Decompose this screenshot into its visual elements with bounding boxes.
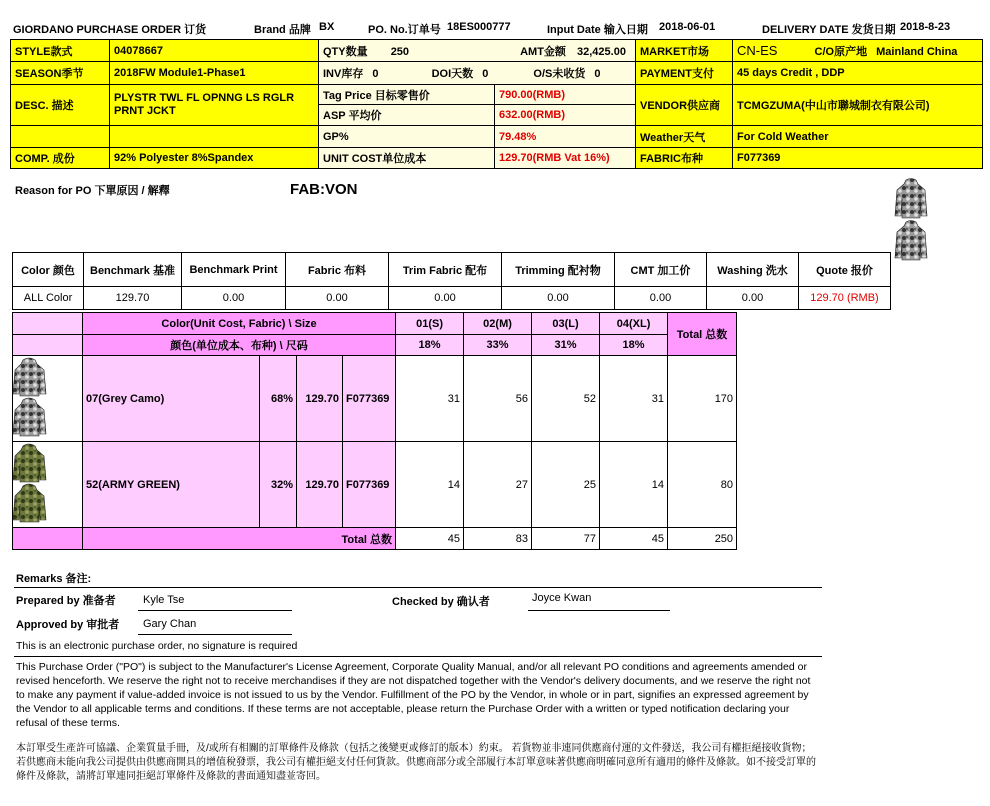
po-label: PO. No.订单号 xyxy=(368,24,441,36)
prepared-label: Prepared by 准备者 xyxy=(16,595,116,607)
totals-label: Total 总数 xyxy=(83,528,396,550)
cost-value: 0.00 xyxy=(707,287,799,310)
weather-label: Weather天气 xyxy=(636,126,733,148)
payment-label: PAYMENT支付 xyxy=(636,62,733,85)
stock-cell xyxy=(319,62,636,85)
qty-cell: 14 xyxy=(396,442,464,528)
totals-row xyxy=(13,528,737,550)
po-number: 18ES000777 xyxy=(447,21,511,33)
jacket-icon xyxy=(894,220,928,262)
color-image-cell xyxy=(13,442,83,528)
cost-header: Trim Fabric 配布 xyxy=(389,253,502,287)
signature-line xyxy=(138,634,292,635)
signature-line xyxy=(138,610,292,611)
season-label: SEASON季节 xyxy=(11,62,110,85)
size-total: 45 xyxy=(396,528,464,550)
size-total: 77 xyxy=(532,528,600,550)
color-cost: 129.70 xyxy=(297,442,343,528)
inv-value: 0 xyxy=(372,68,379,80)
tag-price-label: Tag Price 目标零售价 xyxy=(319,85,495,105)
image-header-cell xyxy=(13,335,83,356)
cost-header: CMT 加工价 xyxy=(615,253,707,287)
cost-value: 0.00 xyxy=(389,287,502,310)
brand-value: BX xyxy=(319,21,335,33)
unit-cost-value: 129.70(RMB Vat 16%) xyxy=(495,148,636,169)
doi-value: 0 xyxy=(482,68,489,80)
delivery-date-value: 2018-8-23 xyxy=(900,21,951,33)
cost-value: 0.00 xyxy=(502,287,615,310)
signature-line xyxy=(528,610,670,611)
image-header-cell xyxy=(13,313,83,335)
qty-value: 250 xyxy=(390,45,410,58)
size-pct: 18% xyxy=(396,335,464,356)
size-header: 03(L) xyxy=(532,313,600,335)
cost-header: Color 颜色 xyxy=(13,253,84,287)
cost-value: 0.00 xyxy=(286,287,389,310)
style-label: STYLE款式 xyxy=(11,40,110,62)
checked-value: Joyce Kwan xyxy=(532,592,592,604)
grey-camo-jacket-icon xyxy=(13,356,81,438)
size-header: 02(M) xyxy=(464,313,532,335)
cost-value: 0.00 xyxy=(182,287,286,310)
season-value: 2018FW Module1-Phase1 xyxy=(110,62,319,85)
size-pct: 33% xyxy=(464,335,532,356)
market-value: CN-ES xyxy=(737,42,778,58)
checked-label: Checked by 确认者 xyxy=(392,596,490,608)
color-image-cell xyxy=(13,356,83,442)
totals-image-cell xyxy=(13,528,83,550)
color-pct: 68% xyxy=(260,356,297,442)
empty-cell xyxy=(110,126,319,148)
divider xyxy=(14,656,822,657)
color-name: 07(Grey Camo) xyxy=(83,356,260,442)
quote-value: 129.70 (RMB) xyxy=(799,287,891,310)
fabric-value: F077369 xyxy=(733,148,983,169)
cost-header: Fabric 布料 xyxy=(286,253,389,287)
asp-label: ASP 平均价 xyxy=(319,105,495,126)
approved-label: Approved by 审批者 xyxy=(16,619,120,631)
table-row xyxy=(13,356,737,442)
qty-cell: 25 xyxy=(532,442,600,528)
order-info-table xyxy=(10,39,983,169)
divider xyxy=(14,587,822,588)
qty-cell: 52 xyxy=(532,356,600,442)
fab-note: FAB:VON xyxy=(290,181,358,198)
gp-label: GP% xyxy=(319,126,495,148)
army-green-jacket-icon xyxy=(13,442,81,524)
desc-value: PLYSTR TWL FL OPNNG LS RGLR PRNT JCKT xyxy=(110,85,319,126)
electronic-note: This is an electronic purchase order, no signature is required xyxy=(16,640,298,652)
color-name: 52(ARMY GREEN) xyxy=(83,442,260,528)
origin-label: C/O原产地 xyxy=(814,45,868,58)
vendor-value: TCMGZUMA(中山市聯城制衣有限公司) xyxy=(733,85,983,126)
gp-value: 79.48% xyxy=(495,126,636,148)
market-origin-cell xyxy=(733,40,983,62)
po-title: GIORDANO PURCHASE ORDER 订货 xyxy=(13,24,207,36)
delivery-date-label: DELIVERY DATE 发货日期 xyxy=(762,24,896,36)
prepared-value: Kyle Tse xyxy=(143,594,185,606)
grid-header-cn: 颜色(单位成本、布种) \ 尺码 xyxy=(83,335,396,356)
cost-header: Benchmark Print xyxy=(182,253,286,287)
qty-cell: 31 xyxy=(600,356,668,442)
size-pct: 18% xyxy=(600,335,668,356)
qty-cell: 27 xyxy=(464,442,532,528)
qty-cell: 14 xyxy=(600,442,668,528)
size-header: 01(S) xyxy=(396,313,464,335)
total-header: Total 总数 xyxy=(668,313,737,356)
amt-label: AMT金额 xyxy=(520,45,566,58)
style-value: 04078667 xyxy=(110,40,319,62)
cost-value: 129.70 xyxy=(84,287,182,310)
grand-total: 250 xyxy=(668,528,737,550)
fabric-label: FABRIC布种 xyxy=(636,148,733,169)
size-total: 83 xyxy=(464,528,532,550)
row-total: 80 xyxy=(668,442,737,528)
unit-cost-label: UNIT COST单位成本 xyxy=(319,148,495,169)
comp-value: 92% Polyester 8%Spandex xyxy=(110,148,319,169)
amt-value: 32,425.00 xyxy=(577,45,626,58)
size-total: 45 xyxy=(600,528,668,550)
row-total: 170 xyxy=(668,356,737,442)
size-pct: 31% xyxy=(532,335,600,356)
market-label: MARKET市场 xyxy=(636,40,733,62)
os-value: 0 xyxy=(594,68,601,80)
desc-label: DESC. 描述 xyxy=(11,85,110,126)
color-fabric: F077369 xyxy=(343,356,396,442)
inv-label: INV库存 xyxy=(323,68,364,80)
weather-value: For Cold Weather xyxy=(733,126,983,148)
color-cost: 129.70 xyxy=(297,356,343,442)
cost-header: Benchmark 基准 xyxy=(84,253,182,287)
terms-english: This Purchase Order ("PO") is subject to the Manufacturer's License Agreement, Corporate Quality Manual, and/or all relevant PO conditions and agreements amended or revised henceforth. We reserve the right not to receive merchandises if they are not dispatched together with the Vendor's delivery documents, and we reserve the right not to make any payment if value-added invoice is not issued to us by the Vendor. Fulfillment of the PO by the Vendor, in whole or in part, signifies an expressed agreement by the Vendor to all applicable terms and conditions. If these terms are not acceptable, please return the Purchase Order with a written or typed notification declaring your refusal of these terms. xyxy=(16,661,811,729)
product-image-bottom xyxy=(894,220,928,265)
product-image-top xyxy=(894,178,928,223)
qty-cell: 31 xyxy=(396,356,464,442)
os-label: O/S未收货 xyxy=(533,68,586,80)
reason-label: Reason for PO 下單原因 / 解釋 xyxy=(15,185,170,197)
empty-cell xyxy=(11,126,110,148)
cost-table xyxy=(12,252,891,310)
qty-cell: 56 xyxy=(464,356,532,442)
remarks-label: Remarks 备注: xyxy=(16,573,92,585)
input-date-label: Input Date 输入日期 xyxy=(547,24,648,36)
input-date-value: 2018-06-01 xyxy=(659,21,716,33)
grid-header-en: Color(Unit Cost, Fabric) \ Size xyxy=(83,313,396,335)
origin-value: Mainland China xyxy=(876,45,958,58)
size-header: 04(XL) xyxy=(600,313,668,335)
jacket-icon xyxy=(894,178,928,220)
asp-value: 632.00(RMB) xyxy=(495,105,636,126)
doi-label: DOI天数 xyxy=(431,68,474,80)
cost-header: Trimming 配衬物 xyxy=(502,253,615,287)
qty-amt-cell xyxy=(319,40,636,62)
brand-label: Brand 品牌 xyxy=(254,24,311,36)
cost-value: ALL Color xyxy=(13,287,84,310)
cost-header: Quote 报价 xyxy=(799,253,891,287)
table-row xyxy=(13,442,737,528)
cost-header: Washing 洗水 xyxy=(707,253,799,287)
color-fabric: F077369 xyxy=(343,442,396,528)
terms-chinese: 本訂單受生產許可協議、企業質量手冊，及/或所有相關的訂單條件及條款（包括之後變更或修訂的版本）約束。 若貨物並非連同供應商付運的文件發送，我公司有權拒絕接收貨物；若供應商未能向我公司提供由供應商開具的增值稅發票，我公司有權拒絕支付任何貨款。供應商部分或全部履行本訂單意味著供應商明確同意所有適用的條件及條款。如不接受訂單的條件及條款，請將訂單連同拒絕訂單條件及條款的書面通知盡並寄回。 xyxy=(16,743,816,782)
comp-label: COMP. 成份 xyxy=(11,148,110,169)
tag-price-value: 790.00(RMB) xyxy=(495,85,636,105)
vendor-label: VENDOR供应商 xyxy=(636,85,733,126)
color-pct: 32% xyxy=(260,442,297,528)
size-breakdown-table xyxy=(12,312,737,550)
payment-value: 45 days Credit , DDP xyxy=(733,62,983,85)
approved-value: Gary Chan xyxy=(143,618,197,630)
qty-label: QTY数量 xyxy=(323,45,368,58)
cost-value: 0.00 xyxy=(615,287,707,310)
